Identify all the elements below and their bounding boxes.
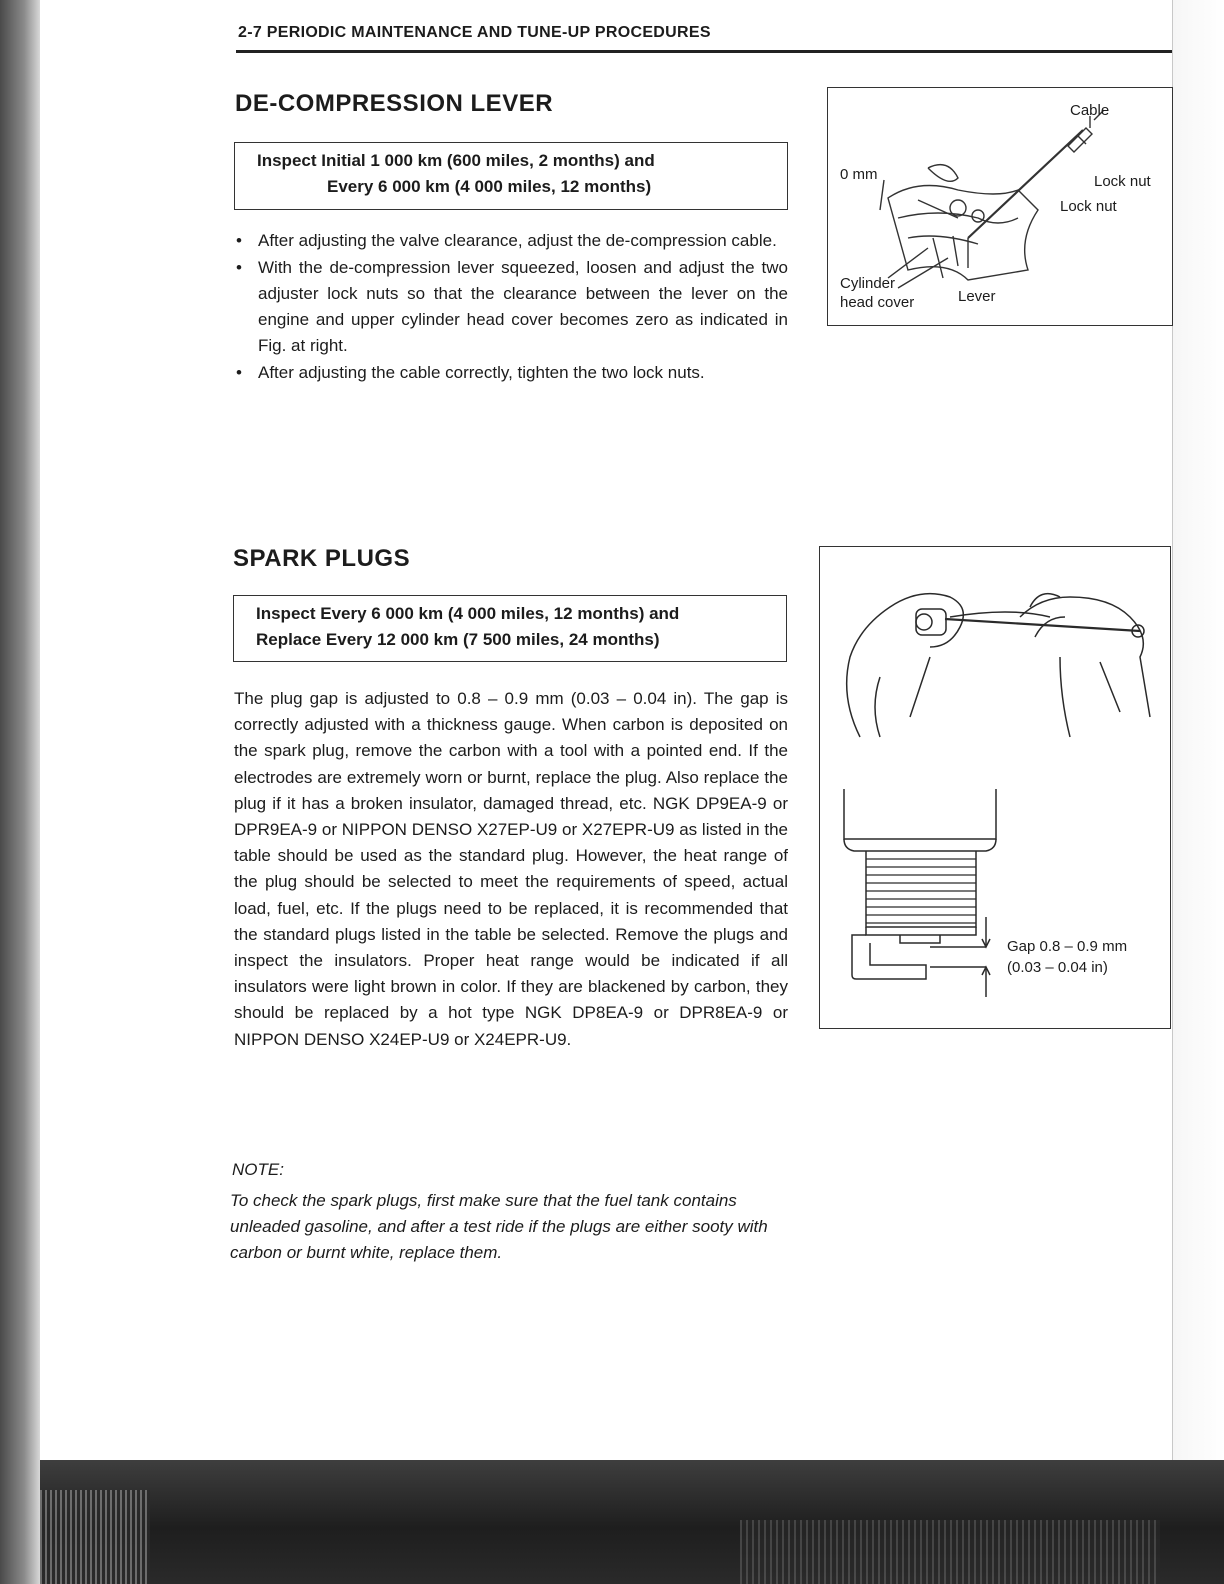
- decompression-schedule-line1: Inspect Initial 1 000 km (600 miles, 2 months) and: [257, 151, 655, 170]
- decompression-schedule-line2: Every 6 000 km (4 000 miles, 12 months): [327, 177, 652, 196]
- step-text: With the de-compression lever squeezed, loosen and adjust the two adjuster lock nuts so that the clearance between the lever on the engine and upper cylinder head cover becomes zero as indicated in Fig. at right.: [258, 258, 788, 355]
- spark-plugs-schedule-line2: Replace Every 12 000 km (7 500 miles, 24 months): [256, 630, 660, 649]
- decompression-lever-figure: [827, 87, 1173, 326]
- spark-plugs-schedule-line1: Inspect Every 6 000 km (4 000 miles, 12 months) and: [256, 604, 680, 623]
- spark-plugs-body: The plug gap is adjusted to 0.8 – 0.9 mm (0.03 – 0.04 in). The gap is correctly adjusted with a thickness gauge. When carbon is deposited on the spark plug, remove the carbon with a tool with a pointed end. If the electrodes are extremely worn or burnt, replace the plug. Also replace the plug if it has a broken insulator, damaged thread, etc. NGK DP9EA-9 or DPR9EA-9 or NIPPON DENSO X27EP-U9 or X27EPR-U9 as listed in the table should be used as the standard plug. However, the heat range of the plug should be selected to meet the requirements of speed, actual load, fuel, etc. If the plugs need to be replaced, it is recommended that the standard plugs listed in the table be selected. Remove the plugs and inspect the insulators. Proper heat range would be indicated if all insulators were light brown in color. If they are blackened by carbon, they should be replaced by a hot type NGK DP8EA-9 or DPR8EA-9 or NIPPON DENSO X24EP-U9 or X24EPR-U9.: [234, 689, 788, 1049]
- spark-plug-figure: [819, 546, 1171, 1029]
- label-gap-in: (0.03 – 0.04 in): [1007, 959, 1108, 976]
- note-label: NOTE:: [232, 1160, 284, 1179]
- page-header-title: 2-7 PERIODIC MAINTENANCE AND TUNE-UP PROCEDURES: [238, 24, 711, 41]
- decompression-step: • After adjusting the valve clearance, adjust the de-compression cable.: [236, 231, 777, 250]
- label-cable: Cable: [1070, 102, 1110, 119]
- label-head-cover: head cover: [840, 294, 915, 311]
- spark-plugs-schedule-box: [233, 595, 787, 662]
- label-gap-mm: Gap 0.8 – 0.9 mm: [1007, 938, 1128, 955]
- decompression-steps: [236, 228, 788, 387]
- label-lock-nut-lower: Lock nut: [1060, 198, 1117, 215]
- scan-artifact: [40, 1490, 150, 1584]
- scan-bottom-band: [40, 1460, 1224, 1584]
- decompression-schedule-box: [234, 142, 788, 210]
- decompression-step: • With the de-compression lever squeezed, loosen and adjust the two adjuster lock nuts so that the clearance between the lever on the engine and upper cylinder head cover becomes zero as indicated in Fig. at right.: [236, 258, 788, 355]
- note-text: To check the spark plugs, first make sure that the fuel tank contains unleaded gasoline, and after a test ride if the plugs are either sooty with carbon or burnt white, replace them.: [230, 1191, 768, 1262]
- step-text: After adjusting the cable correctly, tighten the two lock nuts.: [258, 363, 705, 382]
- scan-right-edge: [1172, 0, 1224, 1584]
- label-lever: Lever: [958, 288, 996, 305]
- spark-plug-gap-drawing: [820, 547, 1172, 1030]
- decompression-title: DE-COMPRESSION LEVER: [235, 90, 554, 117]
- scan-left-shadow: [0, 0, 40, 1584]
- label-lock-nut-upper: Lock nut: [1094, 173, 1151, 190]
- scan-artifact: [740, 1520, 1160, 1584]
- label-cylinder: Cylinder: [840, 275, 896, 292]
- spark-plugs-title: SPARK PLUGS: [233, 545, 411, 572]
- header-rule: [236, 50, 1172, 53]
- label-zero-mm: 0 mm: [840, 166, 878, 183]
- step-text: After adjusting the valve clearance, adjust the de-compression cable.: [258, 231, 777, 250]
- decompression-step: • After adjusting the cable correctly, tighten the two lock nuts.: [236, 363, 705, 382]
